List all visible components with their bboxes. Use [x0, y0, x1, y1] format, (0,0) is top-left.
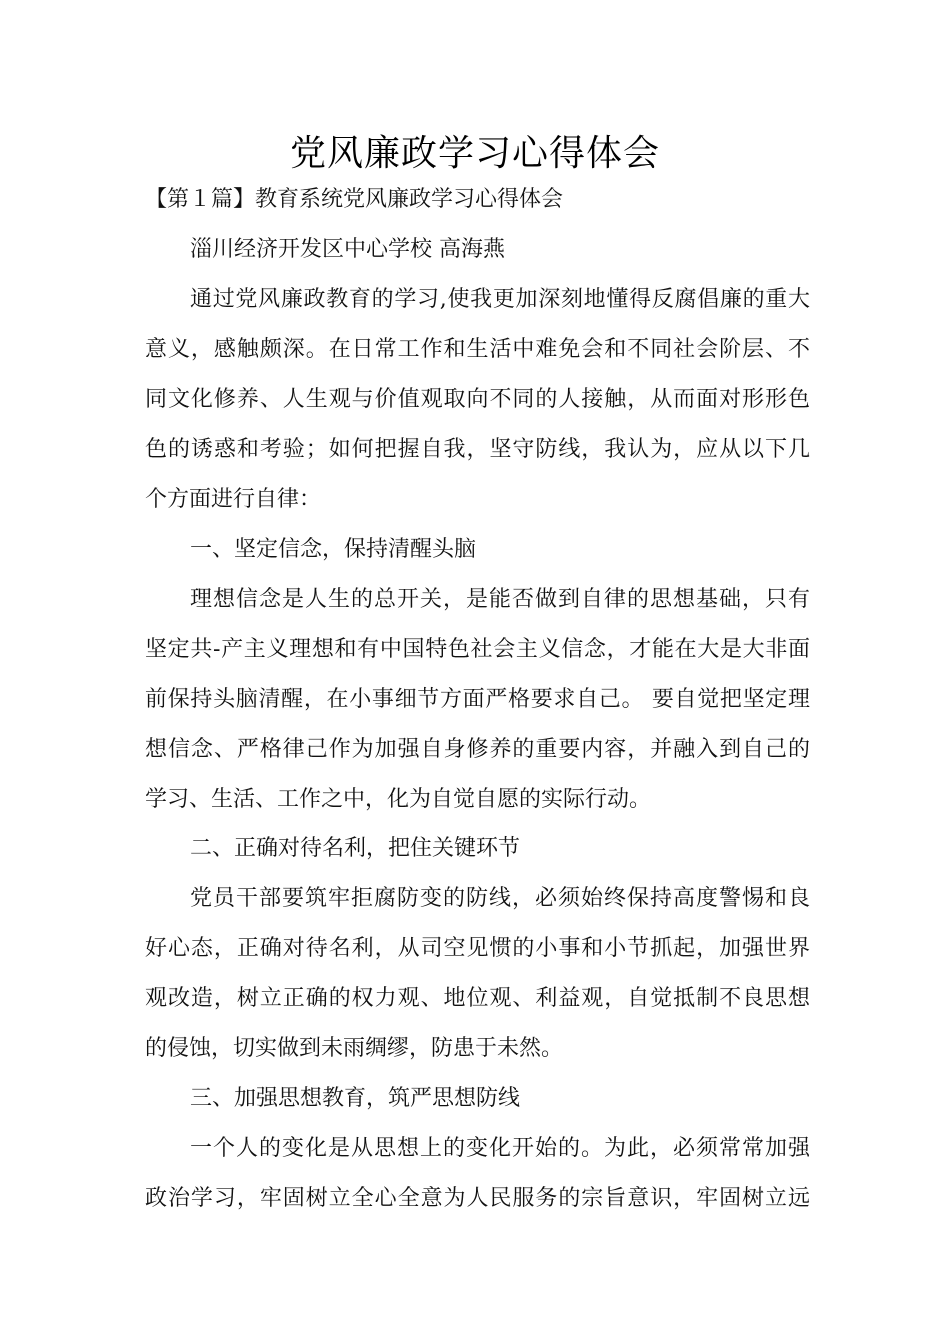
paragraph-line: 理想信念是人生的总开关，是能否做到自律的思想基础，只有: [190, 587, 810, 612]
paragraph-line: 的侵蚀，切实做到未雨绸缪，防患于未然。: [145, 1036, 564, 1061]
author-line: 淄川经济开发区中心学校 高海燕: [190, 237, 505, 262]
paragraph-line: 观改造，树立正确的权力观、地位观、利益观，自觉抵制不良思想: [145, 986, 810, 1011]
subheading: 一、坚定信念，保持清醒头脑: [190, 537, 477, 562]
paragraph-line: 一个人的变化是从思想上的变化开始的。为此，必须常常加强: [190, 1136, 810, 1161]
subheading: 二、正确对待名利，把住关键环节: [190, 836, 521, 861]
paragraph-line: 前保持头脑清醒，在小事细节方面严格要求自己。 要自觉把坚定理: [145, 687, 810, 712]
paragraph-line: 色的诱惑和考验；如何把握自我，坚守防线，我认为，应从以下几: [145, 437, 810, 462]
paragraph-line: 党员干部要筑牢拒腐防变的防线，必须始终保持高度警惕和良: [190, 886, 810, 911]
paragraph-line: 好心态，正确对待名利，从司空见惯的小事和小节抓起，加强世界: [145, 936, 810, 961]
paragraph-line: 同文化修养、人生观与价值观取向不同的人接触，从而面对形形色: [145, 387, 810, 412]
paragraph-line: 坚定共-产主义理想和有中国特色社会主义信念，才能在大是大非面: [145, 637, 810, 662]
paragraph-line: 通过党风廉政教育的学习,使我更加深刻地懂得反腐倡廉的重大: [190, 287, 810, 312]
paragraph-line: 意义，感触颇深。在日常工作和生活中难免会和不同社会阶层、不: [145, 337, 810, 362]
page-title: 党风廉政学习心得体会: [289, 133, 660, 174]
paragraph-line: 政治学习，牢固树立全心全意为人民服务的宗旨意识，牢固树立远: [145, 1186, 810, 1211]
paragraph-line: 想信念、严格律己作为加强自身修养的重要内容，并融入到自己的: [145, 737, 810, 762]
paragraph-line: 学习、生活、工作之中，化为自觉自愿的实际行动。: [145, 787, 652, 812]
section-heading: 【第１篇】教育系统党风廉政学习心得体会: [145, 187, 564, 212]
subheading: 三、加强思想教育，筑严思想防线: [190, 1086, 521, 1111]
paragraph-line: 个方面进行自律：: [145, 487, 322, 512]
